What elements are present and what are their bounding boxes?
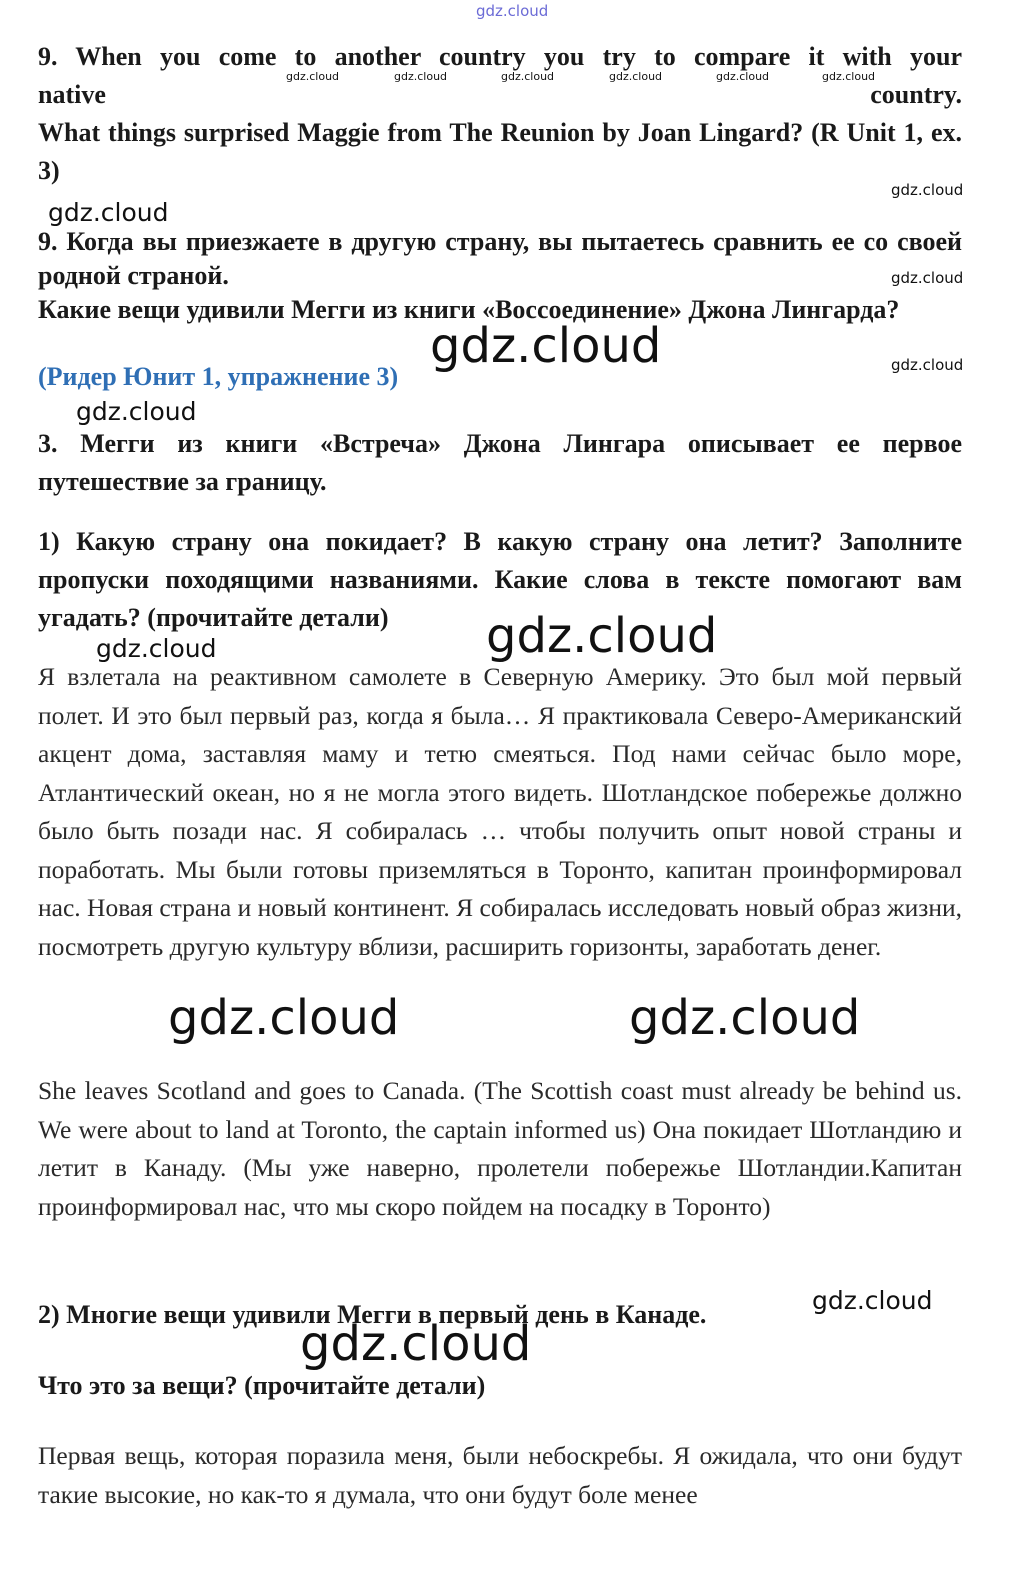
watermark-left-2: gdz.cloud (76, 397, 197, 426)
question-2: 2) Многие вещи удивили Мегги в первый день в Канаде. (38, 1300, 707, 1329)
task-ru-line1: 9. Когда вы приезжаете в другую страну, вы пытаетесь сравнить ее со своей родной страной. (38, 227, 962, 290)
watermark-right-4: gdz.cloud (812, 1286, 933, 1315)
question-1: 1) Какую страну она покидает? В какую страну она летит? Заполните пропуски походящими названиями. Какие слова в тексте помогают вам угадать? (прочитайте детали) (38, 527, 962, 632)
watermark-big-5: gdz.cloud (300, 1316, 532, 1372)
watermark-big-1: gdz.cloud (430, 318, 662, 374)
watermark-right-3: gdz.cloud (891, 356, 964, 374)
watermark-tiny-4: gdz.cloud (609, 70, 663, 83)
task-en-question: What things surprised Maggie from The Reunion by Joan Lingard? (R Unit 1, ex. 3) (38, 118, 962, 185)
task-en-line1: 9. When you come to another country you try to compare it with your (38, 42, 962, 71)
watermark-right-2: gdz.cloud (891, 269, 964, 287)
watermark-tiny-5: gdz.cloud (716, 70, 770, 83)
task-en-country: country. (870, 80, 962, 109)
task-en-native: native (38, 80, 106, 109)
watermark-tiny-1: gdz.cloud (286, 70, 340, 83)
watermark-big-3: gdz.cloud (168, 990, 400, 1046)
passage-1: Я взлетала на реактивном самолете в Северную Америку. Это был мой первый полет. И это был первый раз, когда я была… Я практиковала Северо-Американский акцент дома, заставляя маму и тетю смеяться. Под нами сейчас было море, Атлантический океан, но я не могла этого видеть. Шотландское побережье должно было быть позади нас. Я собиралась … чтобы получить опыт новой страны и поработать. Мы были готовы приземляться в Торонто, капитан проинформировал нас. Новая страна и новый континент. Я собиралась исследовать новый образ жизни, посмотреть другую культуру вблизи, расширить горизонты, заработать денег. (38, 662, 962, 961)
question-2-sub: Что это за вещи? (прочитайте детали) (38, 1371, 486, 1400)
watermark-top: gdz.cloud (476, 2, 549, 20)
watermark-tiny-2: gdz.cloud (394, 70, 448, 83)
passage-2: Первая вещь, которая поразила меня, были небоскребы. Я ожидала, что они будут такие высокие, но как-то я думала, что они будут боле менее (38, 1441, 962, 1509)
watermark-left-1: gdz.cloud (48, 198, 169, 227)
task-ru-reference: (Ридер Юнит 1, упражнение 3) (38, 362, 399, 391)
answer-1: She leaves Scotland and goes to Canada. (The Scottish coast must already be behind us. We were about to land at Toronto, the captain informed us) Она покидает Шотландию и летит в Канаду. (Мы уже наверно, пролетели побережье Шотландии.Капитан проинформировал нас, что мы скоро пойдем на посадку в Торонто) (38, 1076, 962, 1221)
watermark-left-3: gdz.cloud (96, 634, 217, 663)
watermark-big-4: gdz.cloud (629, 990, 861, 1046)
exercise-intro: 3. Мегги из книги «Встреча» Джона Лингара описывает ее первое путешествие за границу. (38, 429, 962, 496)
task-ru-line2: Какие вещи удивили Мегги из книги «Воссоединение» Джона Лингарда? (38, 295, 900, 324)
watermark-big-2: gdz.cloud (486, 608, 718, 664)
watermark-tiny-3: gdz.cloud (501, 70, 555, 83)
watermark-right-1: gdz.cloud (891, 181, 964, 199)
watermark-tiny-6: gdz.cloud (822, 70, 876, 83)
